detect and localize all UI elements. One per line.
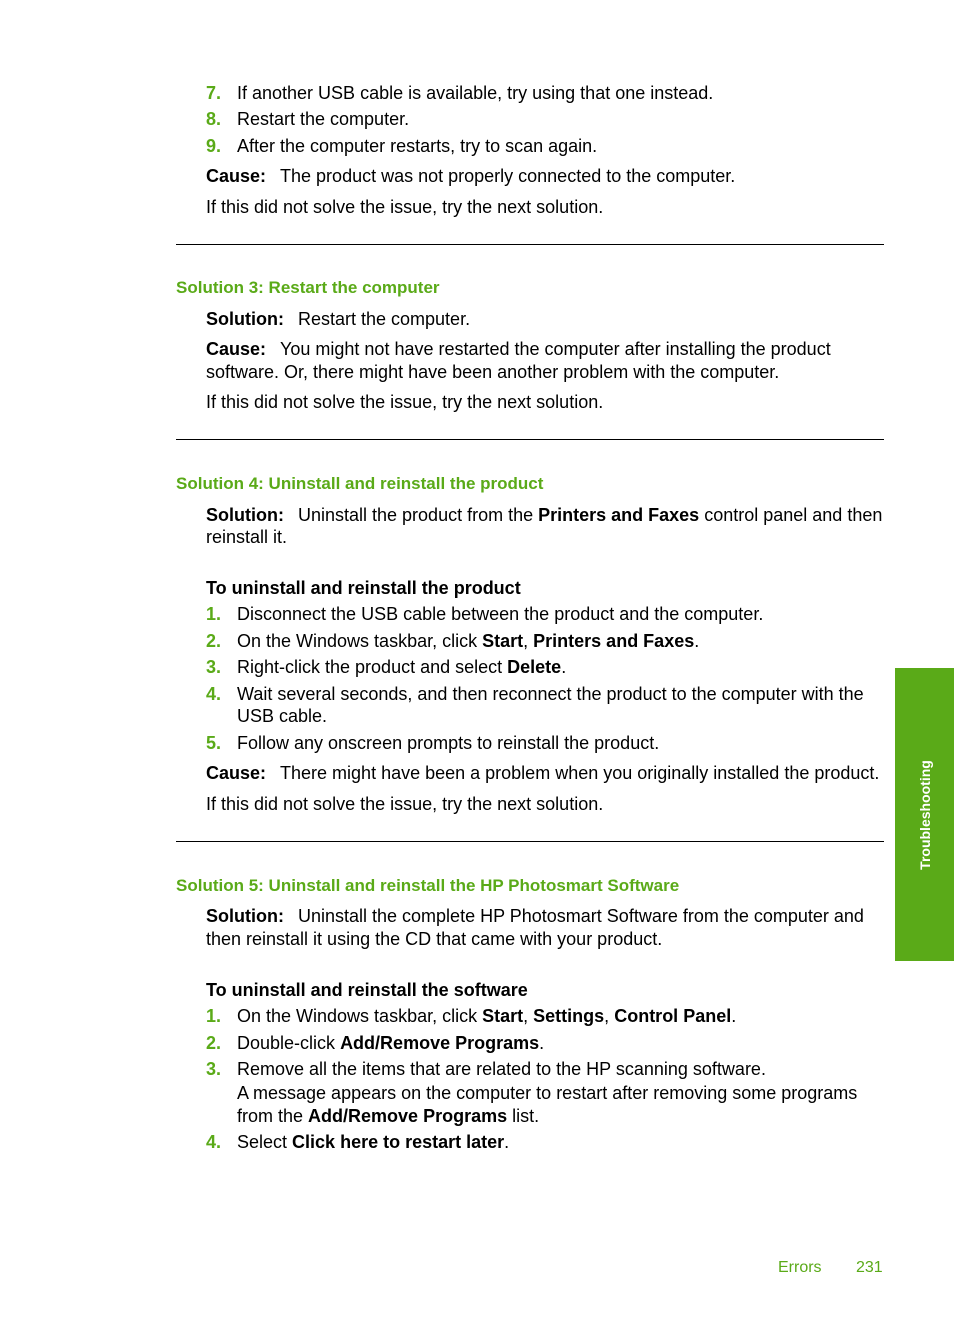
solution-label: Solution: (206, 309, 284, 329)
cause-text: You might not have restarted the computer after installing the product (280, 339, 831, 359)
step-text: After the computer restarts, try to scan again. (237, 136, 598, 156)
separator: , (604, 1006, 610, 1026)
solution-paragraph (206, 504, 882, 526)
punctuation: . (561, 657, 567, 677)
solution-5-heading: Solution 5: Uninstall and reinstall the HP Photosmart Software (176, 876, 680, 895)
solution-text-continued: then reinstall it using the CD that came with your product. (206, 929, 663, 949)
step-number: 9. (206, 136, 222, 156)
cause-paragraph (206, 165, 735, 187)
solution-text-continued: reinstall it. (206, 527, 288, 547)
solution-label: Solution: (206, 906, 284, 926)
bold-term: Settings (533, 1006, 605, 1026)
step-text: Remove all the items that are related to the HP scanning software. (237, 1059, 766, 1079)
step-number: 1. (206, 604, 222, 624)
step-number: 2. (206, 631, 222, 651)
step-text (237, 1131, 509, 1153)
cause-paragraph (206, 338, 831, 360)
step-text-part: from the (237, 1106, 304, 1126)
step-text: Restart the computer. (237, 109, 410, 129)
next-solution-note: If this did not solve the issue, try the next solution. (206, 392, 604, 412)
solution-paragraph (206, 905, 864, 927)
step-text: Disconnect the USB cable between the product and the computer. (237, 604, 764, 624)
step-text-part: Right-click the product and select (237, 657, 503, 677)
bold-term: Start (482, 631, 524, 651)
step-text: Follow any onscreen prompts to reinstall the product. (237, 733, 660, 753)
step-text-part: On the Windows taskbar, click (237, 1006, 478, 1026)
step-text-continued (237, 1105, 539, 1127)
bold-term: Printers and Faxes (538, 505, 700, 525)
step-number: 4. (206, 684, 222, 704)
step-text-part: list. (512, 1106, 540, 1126)
section-divider (176, 841, 884, 842)
cause-text-continued: software. Or, there might have been another problem with the computer. (206, 362, 780, 382)
cause-label: Cause: (206, 763, 267, 783)
step-number: 3. (206, 1059, 222, 1079)
next-solution-note: If this did not solve the issue, try the next solution. (206, 794, 604, 814)
solution-paragraph (206, 308, 470, 330)
bold-term: Add/Remove Programs (340, 1033, 540, 1053)
solution-text: Restart the computer. (297, 309, 471, 329)
step-number: 3. (206, 657, 222, 677)
step-text (237, 1005, 736, 1027)
troubleshooting-side-tab (895, 668, 954, 961)
punctuation: . (731, 1006, 737, 1026)
cause-label: Cause: (206, 166, 267, 186)
step-text (237, 656, 566, 678)
step-number: 4. (206, 1132, 222, 1152)
footer-section-name: Errors (778, 1259, 822, 1276)
solution-4-heading: Solution 4: Uninstall and reinstall the product (176, 474, 544, 493)
separator: , (523, 631, 529, 651)
step-number: 7. (206, 83, 222, 103)
step-text: Wait several seconds, and then reconnect the product to the computer with the (237, 684, 864, 704)
step-text-continued: USB cable. (237, 706, 328, 726)
solution-3-heading: Solution 3: Restart the computer (176, 278, 440, 297)
bold-term: Add/Remove Programs (308, 1106, 508, 1126)
step-text (237, 1032, 544, 1054)
bold-term: Control Panel (614, 1006, 732, 1026)
solution-text: Uninstall the complete HP Photosmart Software from the computer and (297, 906, 864, 926)
bold-term: Click here to restart later (292, 1132, 505, 1152)
cause-text: The product was not properly connected to the computer. (280, 166, 736, 186)
step-number: 8. (206, 109, 222, 129)
step-number: 2. (206, 1033, 222, 1053)
separator: , (523, 1006, 529, 1026)
punctuation: . (694, 631, 700, 651)
section-divider (176, 244, 884, 245)
step-number: 5. (206, 733, 222, 753)
punctuation: . (504, 1132, 510, 1152)
bold-term: Delete (507, 657, 562, 677)
step-text-part: On the Windows taskbar, click (237, 631, 478, 651)
step-text-part: Select (237, 1132, 288, 1152)
cause-label: Cause: (206, 339, 267, 359)
bold-term: Printers and Faxes (533, 631, 695, 651)
cause-paragraph (206, 762, 879, 784)
solution-text: Uninstall the product from the (297, 505, 534, 525)
bold-term: Start (482, 1006, 524, 1026)
next-solution-note: If this did not solve the issue, try the next solution. (206, 197, 604, 217)
step-text: If another USB cable is available, try using that one instead. (237, 83, 714, 103)
page-number: 231 (856, 1259, 883, 1276)
side-tab-label: Troubleshooting (916, 759, 933, 870)
step-text-continued: A message appears on the computer to restart after removing some programs (237, 1083, 858, 1103)
procedure-title: To uninstall and reinstall the product (206, 578, 521, 598)
solution-label: Solution: (206, 505, 284, 525)
step-number: 1. (206, 1006, 222, 1026)
punctuation: . (539, 1033, 545, 1053)
procedure-title: To uninstall and reinstall the software (206, 980, 528, 1000)
step-text (237, 630, 699, 652)
solution-text: control panel and then (704, 505, 883, 525)
section-divider (176, 439, 884, 440)
cause-text: There might have been a problem when you originally installed the product. (280, 763, 880, 783)
step-text-part: Double-click (237, 1033, 336, 1053)
